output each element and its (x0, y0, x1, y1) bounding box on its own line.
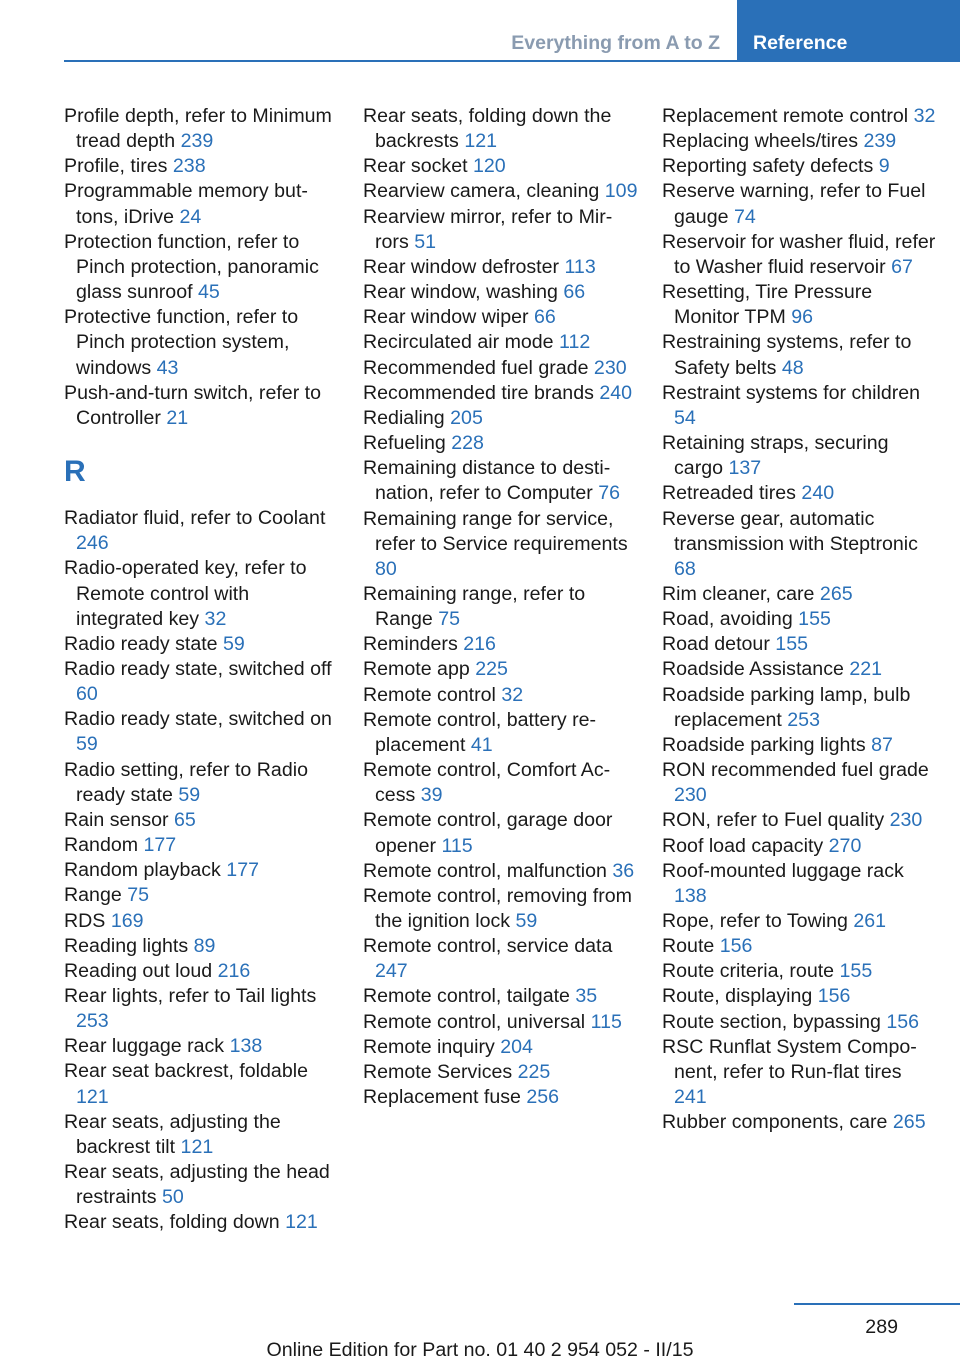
index-entry (662, 632, 937, 657)
index-entry-text: Radio ready state, switched off (64, 657, 332, 680)
index-entry-text: Replacement remote control (662, 105, 909, 127)
index-entry (64, 154, 339, 179)
page-reference-link[interactable]: 43 (156, 356, 179, 379)
index-entry-text: Route criteria, route (662, 960, 835, 983)
index-entry-text: Retaining straps, securing cargo (662, 432, 889, 480)
page-reference-link[interactable]: 138 (674, 884, 707, 907)
index-entry (363, 984, 638, 1009)
index-entry (662, 859, 937, 909)
index-entry-text: Push-and-turn switch, refer to Controller (64, 381, 322, 429)
page-reference-link[interactable]: 115 (590, 1010, 622, 1033)
index-entry-text: Profile, tires (64, 155, 168, 178)
page-reference-link[interactable]: 39 (420, 784, 443, 807)
index-entry-text: Restraint systems for children (662, 381, 921, 404)
page-reference-link[interactable]: 36 (612, 859, 635, 882)
index-entry (662, 154, 937, 179)
index-entry-text: Route, displaying (662, 985, 813, 1008)
page-reference-link[interactable]: 121 (464, 130, 498, 153)
header-rule (64, 60, 737, 62)
page-reference-link[interactable]: 155 (839, 960, 873, 983)
index-entry-text: Rearview mirror, refer to Mirrors (363, 205, 613, 253)
page-reference-link[interactable]: 204 (500, 1035, 533, 1058)
index-entry (363, 330, 638, 355)
page-reference-link[interactable]: 228 (451, 432, 484, 455)
index-entry (662, 230, 937, 280)
index-entry-text: Roadside Assistance (662, 658, 844, 681)
page-reference-link[interactable]: 216 (463, 633, 496, 656)
page-reference-link[interactable]: 155 (798, 608, 831, 631)
index-entry (662, 607, 937, 632)
index-column-2 (363, 104, 638, 1110)
footer-rule (794, 1303, 960, 1305)
index-entry-text: Rear window, washing (363, 281, 558, 304)
index-entry-text: Rear seats, folding down the backrests (363, 105, 612, 153)
page-reference-link[interactable]: 32 (501, 683, 524, 706)
index-entry-text: Radiator fluid, refer to Coolant (64, 507, 326, 530)
index-entry-text: Rearview camera, cleaning (363, 180, 600, 203)
index-entry (64, 858, 339, 883)
index-entry-text: Protective function, refer to Pinch protection system, windows (64, 306, 299, 379)
page-reference-link[interactable]: 256 (526, 1086, 560, 1109)
index-entry (662, 683, 937, 733)
index-entry (363, 280, 638, 305)
index-entry-text: Replacement fuse (363, 1086, 521, 1109)
index-entry (363, 104, 638, 154)
index-entry (64, 230, 339, 305)
index-entry-text: Resetting, Tire Pressure Monitor TPM (662, 281, 873, 329)
index-entry (64, 758, 339, 808)
index-entry (64, 883, 339, 908)
index-entry-text: Remaining range, refer to Range (363, 582, 586, 631)
index-entry-text: Rim cleaner, care (662, 582, 815, 605)
index-entry (662, 507, 937, 582)
index-entry-text: Programmable memory buttons, iDrive (64, 180, 308, 228)
page-reference-link[interactable]: 240 (599, 381, 633, 404)
index-entry (363, 179, 638, 204)
page-reference-link[interactable]: 32 (204, 607, 227, 630)
page-reference-link[interactable]: 75 (127, 884, 149, 907)
page-reference-link[interactable]: 205 (450, 406, 483, 429)
index-entry (363, 582, 638, 632)
index-entry (363, 708, 638, 758)
index-entry-text: Rear luggage rack (64, 1035, 225, 1058)
index-entry-text: Recommended fuel grade (363, 356, 589, 379)
index-entry (363, 507, 638, 582)
index-entry-text: Range (64, 884, 122, 907)
page-reference-link[interactable]: 225 (517, 1060, 551, 1083)
page-reference-link[interactable]: 137 (728, 457, 762, 480)
index-entry-text: Roof-mounted luggage rack (662, 859, 904, 882)
index-entry (662, 330, 937, 380)
index-entry (363, 758, 638, 808)
index-entry-text: Remote Services (363, 1060, 513, 1083)
index-entry-text: Recirculated air mode (363, 331, 554, 354)
index-letter-heading: R (64, 455, 86, 489)
index-entry-text: Rear window defroster (363, 255, 560, 278)
index-entry (64, 1210, 339, 1235)
index-entry-text: Remote control, garage door opener (363, 809, 613, 857)
page-reference-link[interactable]: 238 (172, 155, 206, 178)
index-entry-text: Rope, refer to Towing (662, 910, 848, 932)
index-entry (363, 356, 638, 381)
page-reference-link[interactable]: 230 (889, 809, 923, 832)
index-entry (662, 129, 937, 154)
index-entry (64, 506, 339, 556)
index-entry (363, 808, 638, 858)
page-reference-link[interactable]: 65 (174, 808, 196, 831)
page-reference-link[interactable]: 253 (76, 1010, 109, 1033)
page-reference-link[interactable]: 239 (863, 130, 897, 153)
page-reference-link[interactable]: 76 (598, 482, 621, 505)
index-entry-text: Remote inquiry (363, 1035, 495, 1058)
page-reference-link[interactable]: 59 (223, 632, 245, 655)
page-reference-link[interactable]: 239 (180, 130, 214, 153)
index-entry (64, 305, 339, 380)
page-reference-link[interactable]: 247 (375, 960, 408, 983)
page-reference-link[interactable]: 59 (515, 910, 538, 932)
index-entry-text: Reading out loud (64, 959, 213, 982)
index-entry (363, 1060, 638, 1085)
index-entry (363, 683, 638, 708)
page-reference-link[interactable]: 230 (593, 356, 627, 379)
index-entry (64, 959, 339, 984)
page-reference-link[interactable]: 54 (674, 406, 696, 429)
page-reference-link[interactable]: 121 (76, 1085, 109, 1108)
index-entry (662, 959, 937, 984)
page-reference-link[interactable]: 45 (198, 281, 220, 304)
index-entry-text: RON, refer to Fuel quality (662, 809, 885, 832)
index-entry (662, 104, 937, 129)
page-reference-link[interactable]: 48 (781, 356, 804, 379)
page-reference-link[interactable]: 9 (878, 155, 890, 178)
page-reference-link[interactable]: 221 (849, 658, 883, 681)
index-entry-text: Recommended tire brands (363, 381, 594, 404)
index-entry (662, 733, 937, 758)
index-entry (662, 657, 937, 682)
index-entry (363, 632, 638, 657)
index-entry (363, 934, 638, 984)
page-reference-link[interactable]: 177 (143, 834, 177, 857)
index-entry (64, 934, 339, 959)
index-entry-text: Remote app (363, 658, 470, 681)
index-entry (662, 582, 937, 607)
index-entry (64, 556, 339, 631)
page-reference-link[interactable]: 216 (217, 959, 251, 982)
chapter-tab: Reference (737, 0, 960, 62)
index-entry-text: Route (662, 935, 715, 958)
index-entry (662, 1110, 937, 1135)
index-entry-text: Remote control, tailgate (363, 985, 570, 1008)
page-reference-link[interactable]: 265 (892, 1111, 926, 1134)
page-number: 289 (865, 1316, 898, 1338)
index-entry (363, 884, 638, 934)
index-entry (662, 758, 937, 808)
index-entry (64, 833, 339, 858)
index-entry (662, 280, 937, 330)
index-entry (363, 456, 638, 506)
index-entry-text: Remote control, universal (363, 1010, 586, 1033)
index-entry (662, 984, 937, 1009)
index-entry-text: Reverse gear, automatic transmission with Steptronic (662, 507, 918, 555)
index-entry (662, 909, 937, 934)
index-entry (662, 808, 937, 833)
index-entry-text: Remaining range for service, refer to Service requirements (363, 507, 628, 555)
index-entry-text: Refueling (363, 432, 446, 455)
index-entry (662, 834, 937, 859)
page-reference-link[interactable]: 66 (533, 306, 556, 329)
index-entry (64, 707, 339, 757)
index-entry-text: Reporting safety defects (662, 155, 874, 178)
index-entry-text: Random playback (64, 859, 221, 882)
page-reference-link[interactable]: 109 (604, 180, 638, 203)
page-reference-link[interactable]: 156 (886, 1010, 920, 1033)
index-entry-text: Replacing wheels/tires (662, 130, 859, 153)
page-reference-link[interactable]: 177 (226, 859, 259, 882)
page-reference-link[interactable]: 169 (110, 909, 144, 932)
index-entry-text: Radio-operated key, refer to Remote control with integrated key (64, 557, 307, 630)
page-reference-link[interactable]: 253 (787, 708, 820, 731)
index-entry (662, 381, 937, 431)
index-entry (64, 1059, 339, 1109)
page-reference-link[interactable]: 87 (871, 733, 893, 756)
index-entry (363, 205, 638, 255)
index-entry-text: Reservoir for washer fluid, refer to Washer fluid reservoir (662, 230, 936, 278)
index-entry-text: Remaining distance to destination, refer to Computer (363, 457, 611, 505)
page-reference-link[interactable]: 41 (470, 733, 493, 756)
page-reference-link[interactable]: 261 (853, 910, 887, 932)
index-entry-text: Random (64, 834, 139, 857)
page-reference-link[interactable]: 21 (166, 406, 189, 429)
index-entry-text: Remote control, service data (363, 935, 613, 958)
page-reference-link[interactable]: 24 (179, 205, 202, 228)
page-reference-link[interactable]: 240 (801, 482, 835, 505)
index-entry-text: Rear seats, adjusting the head restraints (64, 1161, 330, 1209)
page-reference-link[interactable]: 246 (76, 532, 109, 555)
index-entry (64, 104, 339, 154)
index-entry-text: Restraining systems, refer to Safety belts (662, 331, 912, 379)
index-entry-text: RON recommended fuel grade (662, 759, 929, 782)
index-entry (363, 657, 638, 682)
index-entry (363, 255, 638, 280)
index-entry-text: Rear seats, adjusting the backrest tilt (64, 1110, 281, 1158)
index-entry-text: RDS (64, 909, 106, 932)
index-entry-text: Route section, bypassing (662, 1010, 881, 1033)
index-entry-text: Radio setting, refer to Radio ready state (64, 758, 308, 806)
index-entry-text: Reading lights (64, 934, 189, 957)
index-entry (64, 808, 339, 833)
page-reference-link[interactable]: 60 (76, 683, 98, 706)
index-entry-text: Rear seat backrest, foldable (64, 1060, 308, 1083)
index-entry-text: RSC Runflat System Component, refer to Run-flat tires (662, 1035, 917, 1083)
index-entry (64, 909, 339, 934)
page-reference-link[interactable]: 230 (674, 784, 707, 807)
page-reference-link[interactable]: 59 (76, 733, 98, 756)
page-reference-link[interactable]: 32 (913, 105, 936, 127)
index-entry-text: Remote control, removing from the ignition lock (363, 884, 632, 932)
page-reference-link[interactable]: 35 (575, 985, 598, 1008)
index-entry (363, 859, 638, 884)
index-entry-text: Redialing (363, 406, 445, 429)
index-entry-text: Radio ready state (64, 632, 218, 655)
index-column-3 (662, 104, 937, 1135)
page-header (0, 0, 960, 62)
section-title: Everything from A to Z (511, 32, 720, 54)
page-reference-link[interactable]: 96 (791, 306, 814, 329)
index-entry-text: Profile depth, refer to Minimum tread depth (64, 105, 332, 153)
index-entry (64, 1034, 339, 1059)
page-reference-link[interactable]: 67 (891, 255, 913, 278)
index-entry (662, 481, 937, 506)
index-entry (662, 1035, 937, 1110)
index-entry (363, 1085, 638, 1110)
page-reference-link[interactable]: 156 (719, 935, 753, 958)
page-reference-link[interactable]: 225 (475, 658, 508, 681)
index-entry-text: Retreaded tires (662, 482, 796, 505)
page-reference-link[interactable]: 265 (819, 582, 853, 605)
index-entry (662, 179, 937, 229)
index-entry-text: Rear window wiper (363, 306, 529, 329)
page-reference-link[interactable]: 121 (285, 1211, 318, 1234)
index-entry (363, 154, 638, 179)
index-entry (363, 406, 638, 431)
index-entry-text: Remote control, battery replacement (363, 708, 597, 756)
index-entry-text: Rubber components, care (662, 1111, 888, 1134)
index-entry-text: Rain sensor (64, 808, 169, 831)
index-entry-text: Remote control (363, 683, 496, 706)
page-reference-link[interactable]: 241 (674, 1086, 707, 1109)
page-reference-link[interactable]: 270 (828, 834, 862, 857)
page-reference-link[interactable]: 120 (473, 155, 506, 178)
page-reference-link[interactable]: 112 (559, 331, 591, 354)
page-reference-link[interactable]: 89 (193, 934, 216, 957)
index-entry-text: Rear socket (363, 155, 468, 178)
index-entry (363, 431, 638, 456)
index-entry-text: Roadside parking lamp, bulb replacement (662, 683, 911, 731)
page-reference-link[interactable]: 138 (229, 1035, 263, 1058)
index-column-1 (64, 104, 339, 1236)
index-entry (363, 1010, 638, 1035)
index-entry (64, 179, 339, 229)
edition-note: Online Edition for Part no. 01 40 2 954 052 - II/15 (266, 1339, 694, 1361)
index-entry (64, 1110, 339, 1160)
index-entry (662, 1010, 937, 1035)
page-reference-link[interactable]: 121 (180, 1135, 214, 1158)
page-reference-link[interactable]: 51 (414, 230, 436, 253)
index-entry-text: Radio ready state, switched on (64, 708, 332, 731)
index-entry (64, 381, 339, 431)
index-entry (662, 934, 937, 959)
page-reference-link[interactable]: 80 (375, 557, 397, 580)
index-entry-text: Protection function, refer to Pinch protection, panoramic glass sunroof (64, 230, 319, 304)
index-entry-text: Roof load capacity (662, 834, 824, 857)
index-entry (64, 632, 339, 657)
page-reference-link[interactable]: 155 (775, 633, 808, 656)
index-entry-text: Remote control, Comfort Access (363, 759, 611, 807)
index-entry-text: Rear lights, refer to Tail lights (64, 985, 317, 1007)
page-reference-link[interactable]: 68 (674, 557, 696, 580)
page-reference-link[interactable]: 50 (162, 1186, 184, 1209)
index-entry-text: Road, avoiding (662, 608, 793, 631)
index-entry-text: Reminders (363, 633, 458, 656)
page-reference-link[interactable]: 59 (178, 783, 201, 806)
index-entry-text: Road detour (662, 633, 770, 656)
index-entry (363, 1035, 638, 1060)
index-entry-text: Remote control, malfunction (363, 859, 607, 882)
index-entry (363, 381, 638, 406)
page-reference-link[interactable]: 66 (563, 281, 586, 304)
index-entry (64, 657, 339, 707)
page-reference-link[interactable]: 75 (438, 608, 460, 631)
index-entry-text: Reserve warning, refer to Fuel gauge (662, 180, 926, 228)
index-entry (64, 984, 339, 1034)
page-reference-link[interactable]: 74 (733, 205, 756, 228)
page-reference-link[interactable]: 115 (441, 834, 473, 857)
page-reference-link[interactable]: 113 (564, 255, 596, 278)
index-entry (662, 431, 937, 481)
page-reference-link[interactable]: 156 (817, 985, 851, 1008)
index-entry (64, 1160, 339, 1210)
index-entry-text: Rear seats, folding down (64, 1211, 280, 1234)
index-entry-text: Roadside parking lights (662, 733, 866, 756)
index-entry (363, 305, 638, 330)
